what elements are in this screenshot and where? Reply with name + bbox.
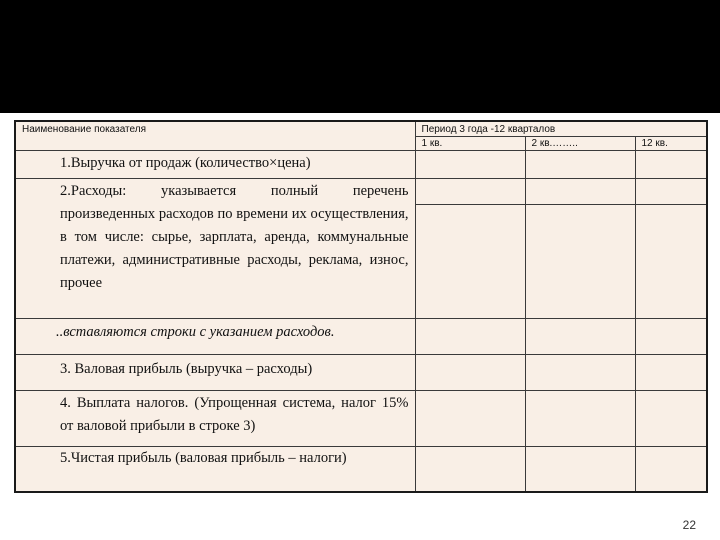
header-quarter-1: 1 кв. [415, 137, 525, 151]
row-expenses: 2.Расходы: указывается полный перечень произведенных расходов по времени их осуществления, в том числе: сырье, зарплата, аренда, коммунальные платежи, административные расходы, реклама, износ, прочее [15, 179, 415, 319]
cell-empty [415, 319, 525, 355]
row-taxes: 4. Выплата налогов. (Упрощенная система, налог 15% от валовой прибыли в строке 3) [15, 391, 415, 447]
row-net-profit: 5.Чистая прибыль (валовая прибыль – налоги) [15, 447, 415, 492]
cell-empty [635, 151, 707, 179]
header-quarter-2: 2 кв.…….. [525, 137, 635, 151]
header-period: Период 3 года -12 кварталов [415, 121, 707, 137]
cell-empty [635, 447, 707, 492]
cell-empty [635, 205, 707, 319]
cell-empty [635, 179, 707, 205]
cell-empty [525, 205, 635, 319]
header-indicator-name: Наименование показателя [15, 121, 415, 151]
cell-empty [635, 319, 707, 355]
row-gross-profit: 3. Валовая прибыль (выручка – расходы) [15, 355, 415, 391]
row-revenue: 1.Выручка от продаж (количество×цена) [15, 151, 415, 179]
cell-empty [415, 355, 525, 391]
cell-empty [635, 391, 707, 447]
title-band [0, 0, 720, 113]
cell-empty [415, 151, 525, 179]
header-quarter-12: 12 кв. [635, 137, 707, 151]
page-number: 22 [682, 518, 696, 532]
cell-empty [415, 205, 525, 319]
cell-empty [415, 179, 525, 205]
row-inserted-expenses: ..вставляются строки с указанием расходов. [15, 319, 415, 355]
cell-empty [635, 355, 707, 391]
cell-empty [525, 151, 635, 179]
cell-empty [525, 391, 635, 447]
financial-table [14, 120, 708, 493]
cell-empty [525, 355, 635, 391]
cell-empty [525, 179, 635, 205]
cell-empty [415, 391, 525, 447]
cell-empty [525, 319, 635, 355]
cell-empty [525, 447, 635, 492]
cell-empty [415, 447, 525, 492]
